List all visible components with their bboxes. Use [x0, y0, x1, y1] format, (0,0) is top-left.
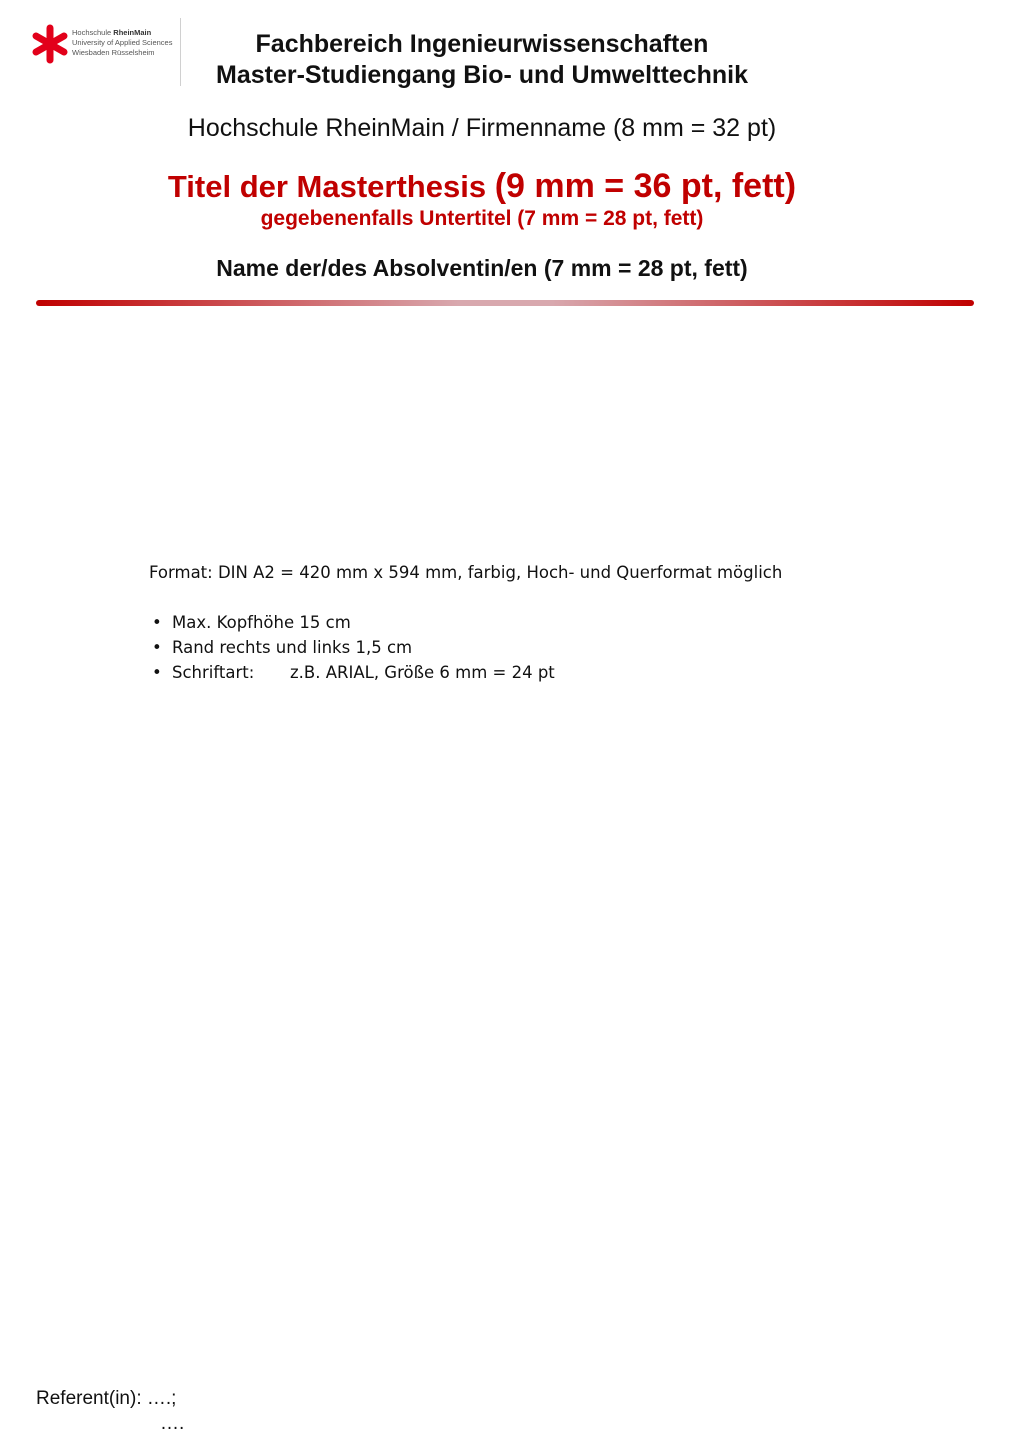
font-value: z.B. ARIAL, Größe 6 mm = 24 pt	[290, 663, 555, 682]
list-item	[149, 660, 782, 685]
faculty-name: Fachbereich Ingenieurwissenschaften	[255, 30, 709, 58]
format-notes	[149, 563, 782, 685]
logo-line1-prefix: Hochschule	[72, 28, 114, 37]
thesis-title	[0, 167, 994, 206]
logo-line2: University of Applied Sciences	[72, 38, 173, 47]
header-divider-rule	[36, 300, 974, 306]
font-label: Schriftart:	[172, 663, 255, 682]
thesis-title-size: (9 mm = 36 pt, fett)	[494, 167, 797, 205]
list-item: • Max. Kopfhöhe 15 cm	[149, 610, 782, 635]
format-line: Format: DIN A2 = 420 mm x 594 mm, farbig, Hoch- und Querformat möglich	[149, 563, 783, 582]
author-name: Name der/des Absolventin/en (7 mm = 28 pt, fett)	[216, 255, 748, 281]
thesis-title-text: Titel der Masterthesis	[167, 169, 487, 204]
format-bullet-list	[149, 610, 782, 685]
logo-line3: Wiesbaden Rüsselsheim	[72, 48, 155, 57]
program-name: Master-Studiengang Bio- und Umwelttechnik	[216, 61, 748, 89]
referee-continuation: ….	[160, 1413, 185, 1434]
faculty-heading	[0, 29, 994, 91]
logo-line1-name: RheinMain	[113, 28, 152, 37]
list-item: • Rand rechts und links 1,5 cm	[149, 635, 782, 660]
thesis-subtitle: gegebenenfalls Untertitel (7 mm = 28 pt, fett)	[260, 207, 704, 230]
institution-line: Hochschule RheinMain / Firmenname (8 mm = 32 pt)	[187, 114, 777, 142]
referee-block	[36, 1386, 184, 1436]
referee-line: Referent(in): ….;	[36, 1388, 177, 1409]
